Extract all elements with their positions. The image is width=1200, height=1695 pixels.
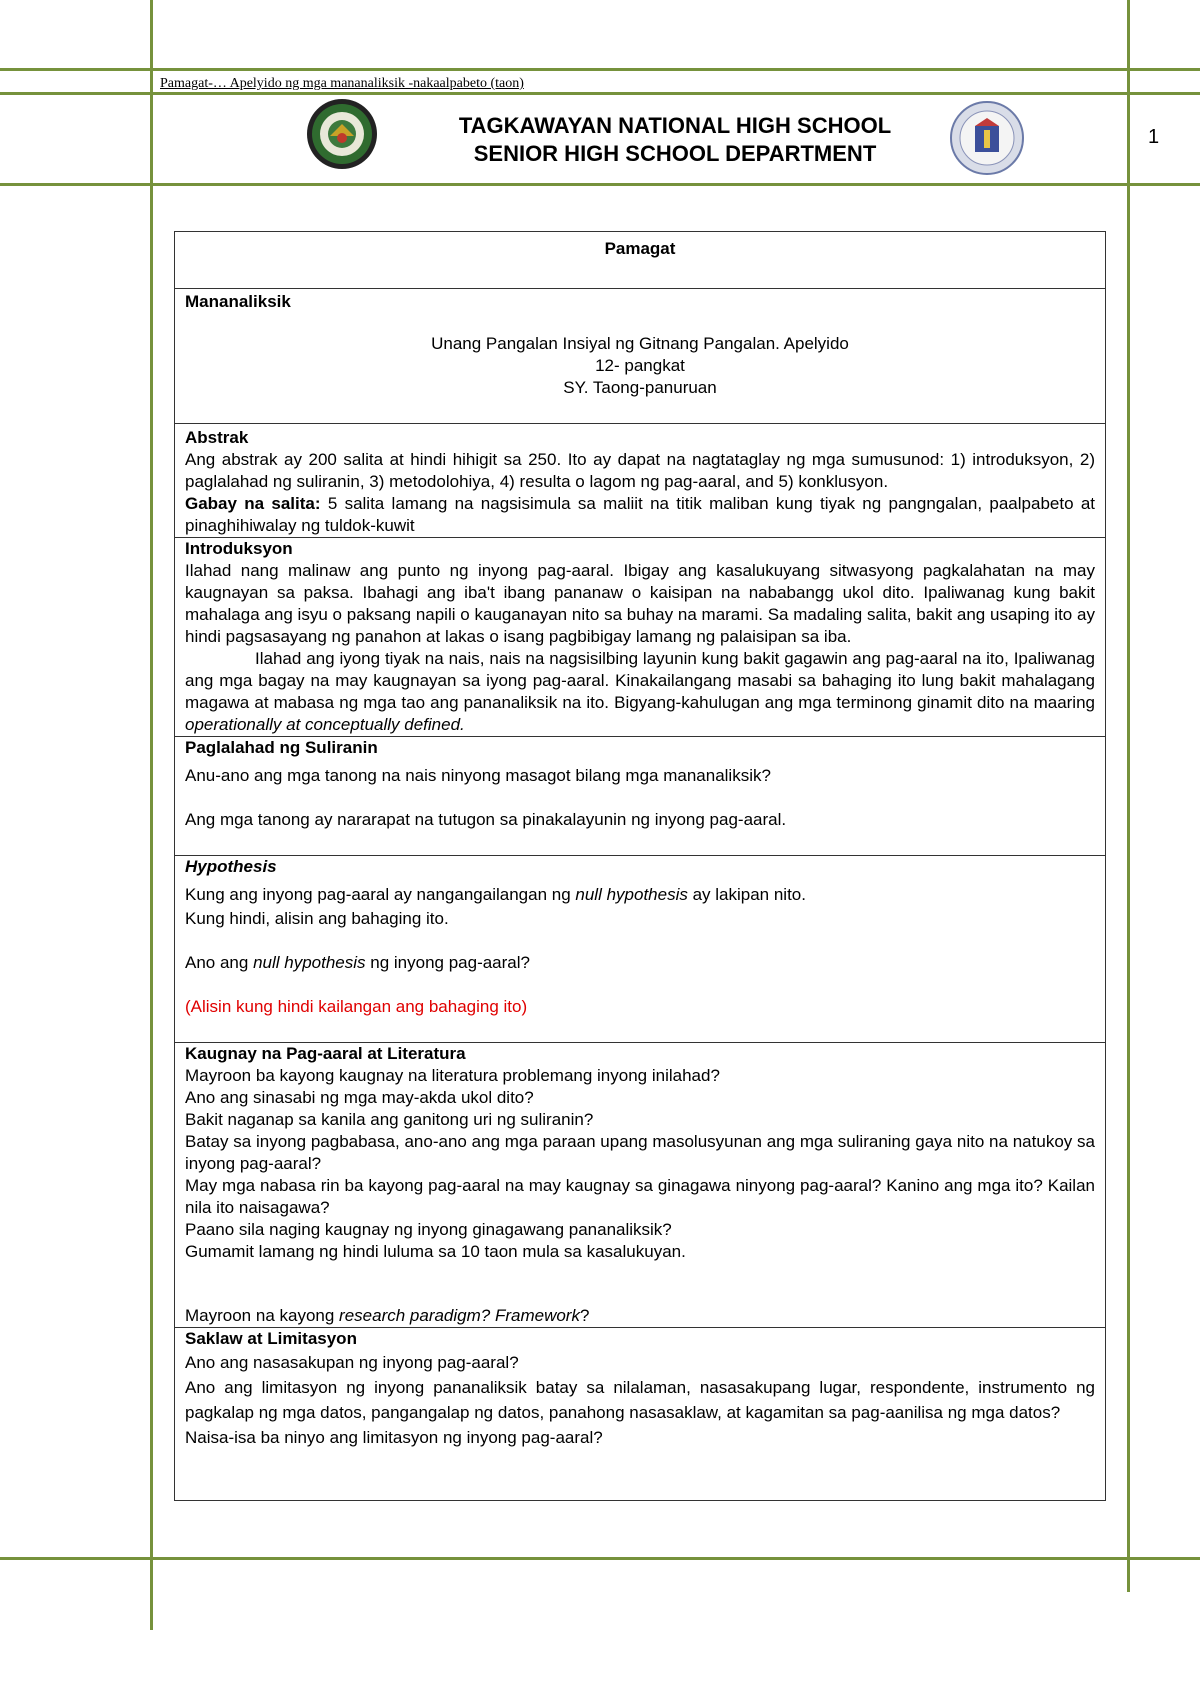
kaugnay-last-a: Mayroon na kayong (185, 1306, 340, 1325)
mananaliksik-section (175, 289, 1106, 424)
school-name: TAGKAWAYAN NATIONAL HIGH SCHOOL (458, 113, 892, 138)
hypothesis-line1-b: ay lakipan nito. (687, 885, 806, 904)
introduksyon-para2-text: Ilahad ang iyong tiyak na nais, nais na nagsisilbing layunin kung bakit gagawin ang pag-aaral na ito, Ipaliwanag ang mga bagay na may kaugnayan sa iyong pag-aaral. Kinakailangang masabi sa bahaging ito lung bakit mahalagang magawa at mabasa ng mga tao ang pananaliksik na ito. Bigyang-kahulugan ang mga terminong ginamit dito na maaring (185, 649, 1095, 712)
research-template-table (174, 231, 1106, 1501)
hypothesis-line2: Kung hindi, alisin ang bahaging ito. (185, 909, 449, 928)
suliranin-line1: Anu-ano ang mga tanong na nais ninyong masagot bilang mga mananaliksik? (185, 766, 771, 785)
hypothesis-line3-italic: null hypothesis (253, 953, 366, 972)
suliranin-section (175, 737, 1106, 856)
title-row (175, 232, 1106, 289)
hypothesis-line1-italic: null hypothesis (575, 885, 688, 904)
frame-line-left (150, 0, 153, 1630)
kaugnay-line: Ano ang sinasabi ng mga may-akda ukol dito? (185, 1088, 534, 1107)
introduksyon-para1: Ilahad nang malinaw ang punto ng inyong pag-aaral. Ibigay ang kasalukuyang sitwasyong pagkalahatan na may kaugnayan sa paksa. Ibahagi ang iba't ibang pananaw o kaisipan na nababangg ukol dito. Ipaliwanag kung bakit mahalaga ang isyu o paksang napili o kauganayan nito sa buhay na marami. Sa madaling salita, bakit ang usaping ito ay hindi pagsasayang ng panahon at lakas o isang pagbibigay lamang ng palaisipan sa iba. (185, 561, 1095, 646)
introduksyon-row (175, 538, 1106, 737)
saklaw-line2: Ano ang limitasyon ng inyong pananaliksik batay sa nilalaman, nasasakupang lugar, respondente, instrumento ng pagkalap ng mga datos, pangangalap ng datos, panahong nasasaklaw, at kagamitan sa pag-aanilisa ng mga datos? (185, 1378, 1095, 1422)
running-header: Pamagat-… Apelyido ng mga mananaliksik -nakaalpabeto (taon) (160, 76, 524, 91)
abstrak-row (175, 424, 1106, 538)
hypothesis-row (175, 856, 1106, 1043)
kaugnay-last-italic: research paradigm? Framework (339, 1306, 580, 1325)
kaugnay-line: Gumamit lamang ng hindi luluma sa 10 taon mula sa kasalukuyan. (185, 1242, 686, 1261)
suliranin-row (175, 737, 1106, 856)
frame-line-header-top (0, 92, 1200, 95)
suliranin-heading: Paglalahad ng Suliranin (185, 738, 378, 757)
frame-line-header-bottom (0, 183, 1200, 186)
abstrak-body: Ang abstrak ay 200 salita at hindi hihigit sa 250. Ito ay dapat na nagtataglay ng mga sumusunod: 1) introduksyon, 2) paglalahad ng suliranin, 3) metodolohiya, 4) resulta o lagom ng pag-aaral, and 5) konklusyon. (185, 450, 1095, 491)
department-name: SENIOR HIGH SCHOOL DEPARTMENT (473, 141, 877, 166)
kaugnay-line: Paano sila naging kaugnay ng inyong ginagawang pananaliksik? (185, 1220, 672, 1239)
abstrak-section (175, 424, 1106, 538)
gabay-text: 5 salita lamang na nagsisimula sa maliit na titik maliban kung tiyak ng pangngalan, paalpabeto at pinaghihiwalay ng tuldok-kuwit (185, 494, 1095, 535)
suliranin-line2: Ang mga tanong ay nararapat na tutugon sa pinakalayunin ng inyong pag-aaral. (185, 810, 787, 829)
hypothesis-heading: Hypothesis (185, 857, 277, 876)
hypothesis-section (175, 856, 1106, 1043)
kaugnay-heading: Kaugnay na Pag-aaral at Literatura (185, 1044, 466, 1063)
mananaliksik-row (175, 289, 1106, 424)
school-name-block (300, 112, 1050, 168)
saklaw-heading: Saklaw at Limitasyon (185, 1329, 357, 1348)
frame-line-bottom (0, 1557, 1200, 1560)
hypothesis-line1 (185, 884, 1095, 906)
mananaliksik-heading: Mananaliksik (185, 292, 291, 311)
introduksyon-section (175, 538, 1106, 737)
saklaw-line1: Ano ang nasasakupan ng inyong pag-aaral? (185, 1353, 519, 1372)
saklaw-line3: Naisa-isa ba ninyo ang limitasyon ng inyong pag-aaral? (185, 1428, 603, 1447)
introduksyon-heading: Introduksyon (185, 539, 293, 558)
hypothesis-line3-b: ng inyong pag-aaral? (365, 953, 530, 972)
kaugnay-row (175, 1043, 1106, 1328)
hypothesis-note: (Alisin kung hindi kailangan ang bahaging ito) (185, 997, 528, 1016)
kaugnay-line: May mga nabasa rin ba kayong pag-aaral na may kaugnay sa ginagawa ninyong pag-aaral? Kanino ang mga ito? Kailan nila ito naisagawa? (185, 1176, 1095, 1217)
hypothesis-line1-a: Kung ang inyong pag-aaral ay nangangailangan ng (185, 885, 576, 904)
gabay-label: Gabay na salita: (185, 494, 321, 513)
author-school-year: SY. Taong-panuruan (563, 378, 717, 397)
author-name: Unang Pangalan Insiyal ng Gitnang Pangalan. Apelyido (431, 334, 849, 353)
saklaw-section (175, 1328, 1106, 1501)
kaugnay-last-b: ? (579, 1306, 590, 1325)
introduksyon-para2 (185, 648, 1095, 736)
gabay-na-salita (185, 493, 1095, 537)
frame-line-top (0, 68, 1200, 71)
kaugnay-line: Batay sa inyong pagbabasa, ano-ano ang mga paraan upang masolusyunan ang mga suliraning gaya nito na natukoy sa inyong pag-aaral? (185, 1132, 1095, 1173)
kaugnay-section (175, 1043, 1106, 1328)
frame-line-right (1127, 0, 1130, 1592)
kaugnay-last-line (185, 1305, 1095, 1327)
kaugnay-line: Bakit naganap sa kanila ang ganitong uri ng suliranin? (185, 1110, 594, 1129)
paper-title: Pamagat (175, 232, 1106, 289)
saklaw-row (175, 1328, 1106, 1501)
hypothesis-line3-a: Ano ang (185, 953, 254, 972)
kaugnay-line: Mayroon ba kayong kaugnay na literatura problemang inyong inilahad? (185, 1066, 720, 1085)
page-number: 1 (1148, 126, 1160, 148)
abstrak-heading: Abstrak (185, 428, 249, 447)
author-info (185, 333, 1095, 399)
introduksyon-para2-italic: operationally at conceptually defined. (185, 715, 465, 734)
author-section: 12- pangkat (595, 356, 685, 375)
hypothesis-line3 (185, 952, 1095, 974)
deped-seal-logo (948, 100, 1026, 176)
